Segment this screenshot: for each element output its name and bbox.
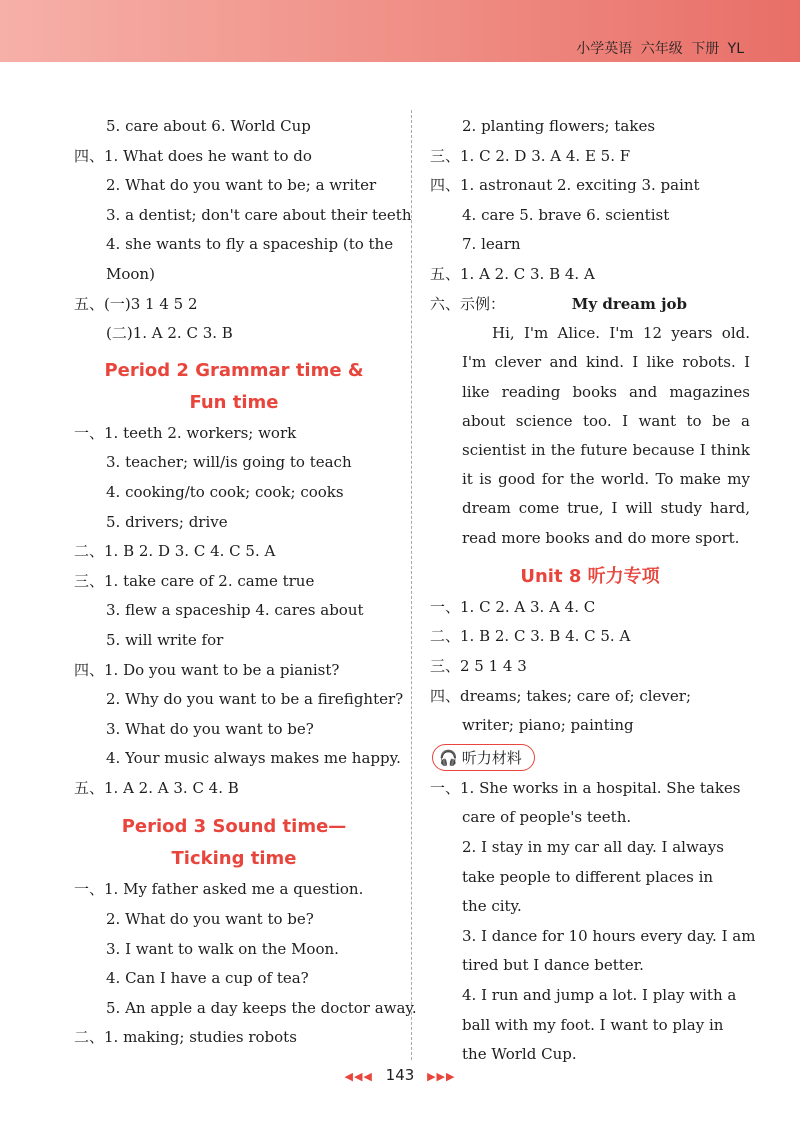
- section-title-period3-sub: Ticking time: [171, 848, 297, 870]
- answer-line: 3. I want to walk on the Moon.: [106, 939, 339, 958]
- answer-line: 一、1. She works in a hospital. She takes: [430, 778, 741, 797]
- answer-line: ball with my foot. I want to play in: [462, 1015, 724, 1034]
- answer-line: 2. What do you want to be; a writer: [106, 176, 377, 195]
- answer-line: writer; piano; painting: [462, 716, 634, 735]
- answer-line: 二、1. B 2. C 3. B 4. C 5. A: [430, 627, 631, 646]
- example-heading: [430, 290, 750, 320]
- answer-line: (二)1. A 2. C 3. B: [106, 324, 233, 343]
- section-title-unit8: Unit 8 听力专项: [520, 565, 660, 587]
- answer-line: 2. planting flowers; takes: [462, 117, 656, 135]
- answer-line: 2. Why do you want to be a firefighter?: [106, 690, 404, 709]
- section-title-period2-sub: Fun time: [189, 391, 279, 413]
- answer-line: care of people's teeth.: [462, 808, 632, 827]
- section-title-period2: Period 2 Grammar time &: [104, 359, 364, 381]
- answer-line: 7. learn: [462, 235, 521, 254]
- answer-line: 五、1. A 2. A 3. C 4. B: [74, 778, 239, 797]
- answer-line: 一、1. teeth 2. workers; work: [74, 423, 297, 442]
- answer-line: 三、1. take care of 2. came true: [74, 571, 315, 590]
- answer-line: 三、2 5 1 4 3: [430, 656, 527, 675]
- answer-line: 二、1. making; studies robots: [74, 1028, 297, 1047]
- answer-line: 5. An apple a day keeps the doctor away.: [106, 998, 417, 1017]
- headphones-icon: 🎧: [439, 748, 458, 767]
- page-header-band: [0, 0, 800, 62]
- essay-paragraph: Hi, I'm Alice. I'm 12 years old. I'm clever and kind. I like robots. I like reading books and magazines about science too. I want to be a scientist in the future because I think it is good for the world. To make my dream come true, I will study hard, read more books and do more sport.: [462, 324, 750, 547]
- answer-line: 5. care about 6. World Cup: [106, 117, 311, 135]
- answer-line: 一、1. C 2. A 3. A 4. C: [430, 597, 596, 616]
- answer-line: 二、1. B 2. D 3. C 4. C 5. A: [74, 542, 276, 561]
- page-number: 143: [385, 1066, 415, 1084]
- answer-line: 4. Your music always makes me happy.: [106, 749, 401, 768]
- answer-line: 3. What do you want to be?: [106, 719, 314, 738]
- answer-line: 五、(一)3 1 4 5 2: [74, 294, 198, 313]
- column-divider: [411, 110, 412, 1060]
- answer-line: 4. Can I have a cup of tea?: [106, 969, 309, 988]
- answer-line: the city.: [462, 897, 522, 916]
- listening-material-label: 听力材料: [461, 748, 522, 767]
- answer-line: 四、1. What does he want to do: [74, 146, 312, 165]
- answer-line: 5. will write for: [106, 630, 224, 649]
- answer-line: Moon): [106, 264, 155, 283]
- answer-line: 4. she wants to fly a spaceship (to the: [106, 235, 394, 254]
- answer-line: 四、1. Do you want to be a pianist?: [74, 660, 340, 679]
- answer-line: 三、1. C 2. D 3. A 4. E 5. F: [430, 146, 631, 165]
- answer-line: tired but I dance better.: [462, 956, 644, 975]
- answer-line: 五、1. A 2. C 3. B 4. A: [430, 264, 595, 283]
- answer-line: 一、1. My father asked me a question.: [74, 880, 364, 899]
- answer-line: 3. flew a spaceship 4. cares about: [106, 601, 364, 620]
- answer-line: 4. I run and jump a lot. I play with a: [462, 985, 737, 1004]
- example-label: 六、示例：: [430, 294, 506, 313]
- answer-line: 2. What do you want to be?: [106, 910, 314, 929]
- section-title-period3: Period 3 Sound time—: [121, 816, 347, 838]
- right-column: [430, 112, 756, 1070]
- prev-arrows-icon: ◀◀◀: [344, 1070, 373, 1083]
- answer-line: 4. care 5. brave 6. scientist: [462, 205, 670, 224]
- answer-line: 四、1. astronaut 2. exciting 3. paint: [430, 176, 700, 195]
- answer-line: 3. a dentist; don't care about their teeth: [106, 205, 412, 224]
- answer-line: 2. I stay in my car all day. I always: [462, 837, 724, 856]
- answer-line: 3. I dance for 10 hours every day. I am: [462, 926, 756, 945]
- next-arrows-icon: ▶▶▶: [427, 1070, 456, 1083]
- book-info: 小学英语 六年级 下册 YL: [576, 41, 744, 57]
- listening-material-badge: [432, 744, 535, 771]
- answer-line: 4. cooking/to cook; cook; cooks: [106, 482, 344, 501]
- answer-line: 5. drivers; drive: [106, 512, 228, 531]
- essay-title: My dream job: [571, 294, 688, 313]
- answer-line: 四、dreams; takes; care of; clever;: [430, 686, 692, 705]
- answer-line: the World Cup.: [462, 1045, 577, 1064]
- answer-line: take people to different places in: [462, 867, 714, 886]
- left-column: [74, 112, 417, 1053]
- answer-line: 3. teacher; will/is going to teach: [106, 453, 352, 472]
- essay-body: [430, 319, 750, 553]
- page-footer: [0, 1066, 800, 1084]
